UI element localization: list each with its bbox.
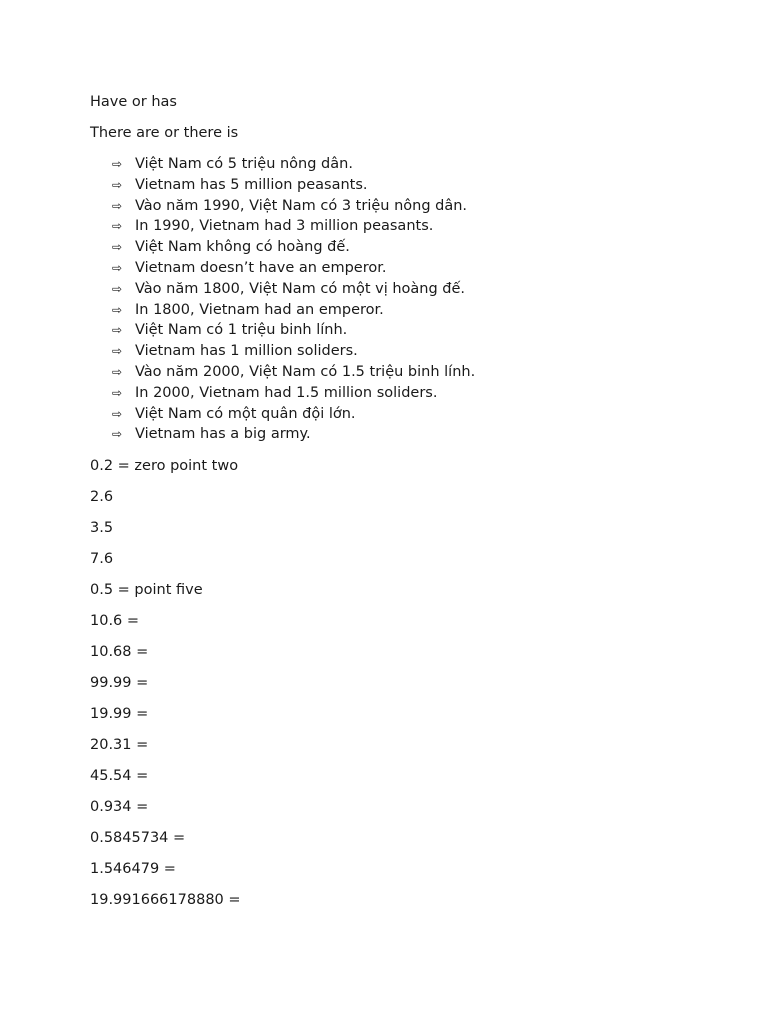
- arrow-bullet-icon: ⇨: [112, 281, 123, 296]
- arrow-bullet-icon: ⇨: [112, 198, 123, 213]
- arrow-bullet-icon: ⇨: [112, 302, 123, 317]
- arrow-bullet-icon: ⇨: [112, 344, 123, 359]
- arrow-bullet-icon: ⇨: [112, 260, 123, 275]
- list-item: ⇨ In 1800, Vietnam had an emperor.: [90, 300, 690, 321]
- arrow-bullet-icon: ⇨: [112, 219, 123, 234]
- list-item: ⇨ Vietnam has a big army.: [90, 424, 690, 445]
- number-line: 0.934 =: [90, 799, 149, 816]
- list-item: ⇨ Việt Nam có một quân đội lớn.: [90, 404, 690, 425]
- number-line: 2.6: [90, 489, 114, 506]
- arrow-bullet-icon: ⇨: [112, 427, 123, 442]
- list-item: ⇨ Việt Nam có 5 triệu nông dân.: [90, 154, 690, 175]
- arrow-bullet-icon: ⇨: [112, 406, 123, 421]
- heading-there-are-or-there-is: There are or there is: [90, 125, 239, 141]
- list-item: ⇨ Vietnam has 1 million soliders.: [90, 341, 690, 362]
- list-item: ⇨ Vào năm 2000, Việt Nam có 1.5 triệu binh lính.: [90, 362, 690, 383]
- number-line: 0.2 = zero point two: [90, 458, 239, 475]
- sentence-list: [90, 154, 690, 445]
- arrow-bullet-icon: ⇨: [112, 157, 123, 171]
- number-line: 19.99 =: [90, 706, 149, 723]
- number-line: 10.6 =: [90, 613, 140, 630]
- list-item: ⇨ Vietnam doesn’t have an emperor.: [90, 258, 690, 279]
- number-line: 0.5 = point five: [90, 582, 203, 599]
- arrow-bullet-icon: ⇨: [112, 385, 123, 400]
- number-line: 19.991666178880 =: [90, 892, 241, 909]
- list-item: ⇨ Việt Nam không có hoàng đế.: [90, 237, 690, 258]
- number-line: 7.6: [90, 551, 114, 568]
- number-line: 10.68 =: [90, 644, 149, 661]
- list-item: ⇨ Vào năm 1800, Việt Nam có một vị hoàng đế.: [90, 279, 690, 300]
- document-page: [90, 92, 690, 921]
- list-item: ⇨ Vào năm 1990, Việt Nam có 3 triệu nông dân.: [90, 196, 690, 217]
- list-item: ⇨ Vietnam has 5 million peasants.: [90, 175, 690, 196]
- arrow-bullet-icon: ⇨: [112, 364, 123, 379]
- arrow-bullet-icon: ⇨: [112, 240, 123, 255]
- number-line: 20.31 =: [90, 737, 149, 754]
- arrow-bullet-icon: ⇨: [112, 177, 123, 192]
- number-line: 99.99 =: [90, 675, 149, 692]
- list-item: ⇨ In 2000, Vietnam had 1.5 million soliders.: [90, 383, 690, 404]
- number-line: 0.5845734 =: [90, 830, 186, 847]
- heading-have-or-has: Have or has: [90, 94, 177, 110]
- number-line: 1.546479 =: [90, 861, 176, 878]
- list-item: ⇨ Việt Nam có 1 triệu binh lính.: [90, 320, 690, 341]
- arrow-bullet-icon: ⇨: [112, 323, 123, 338]
- number-line: 3.5: [90, 520, 114, 537]
- number-line: 45.54 =: [90, 768, 149, 785]
- list-item: ⇨ In 1990, Vietnam had 3 million peasants.: [90, 216, 690, 237]
